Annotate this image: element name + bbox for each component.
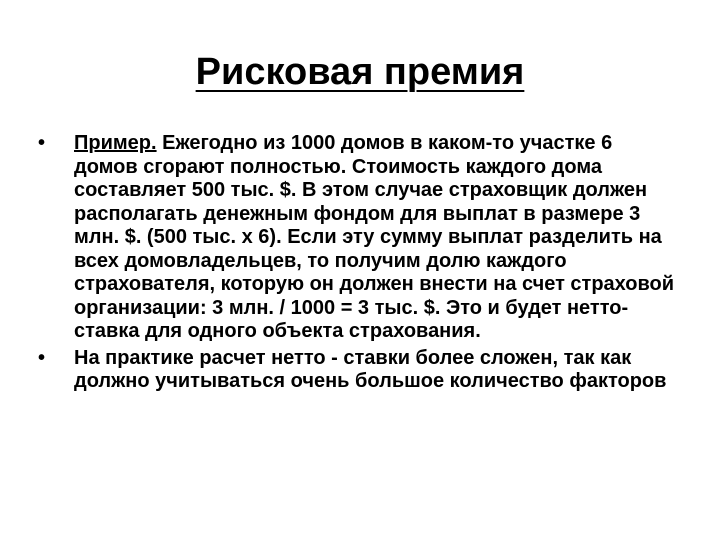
- bullet-list: [38, 132, 678, 397]
- bullet-marker: •: [38, 132, 46, 154]
- bullet-item-example: [38, 132, 678, 344]
- bullet-text: Ежегодно из 1000 домов в каком-то участке 6 домов сгорают полностью. Стоимость каждого дома составляет 500 тыс. $. В этом случае страховщик должен располагать денежным фондом для выплат в размере 3 млн. $. (500 тыс. х 6). Если эту сумму выплат разделить на всех домовладельцев, то получим долю каждого страхователя, которую он должен внести на счет страховой организации: 3 млн. / 1000 = 3 тыс. $. Это и будет нетто-ставка для одного объекта страхования.: [74, 132, 675, 342]
- bullet-lead-label: Пример.: [74, 132, 157, 154]
- bullet-item-practice: [38, 347, 678, 394]
- bullet-marker: •: [38, 346, 46, 369]
- bullet-text: На практике расчет нетто - ставки более сложен, так как должно учитываться очень большое количество факторов: [74, 346, 667, 392]
- slide-title: Рисковая премия: [195, 51, 525, 93]
